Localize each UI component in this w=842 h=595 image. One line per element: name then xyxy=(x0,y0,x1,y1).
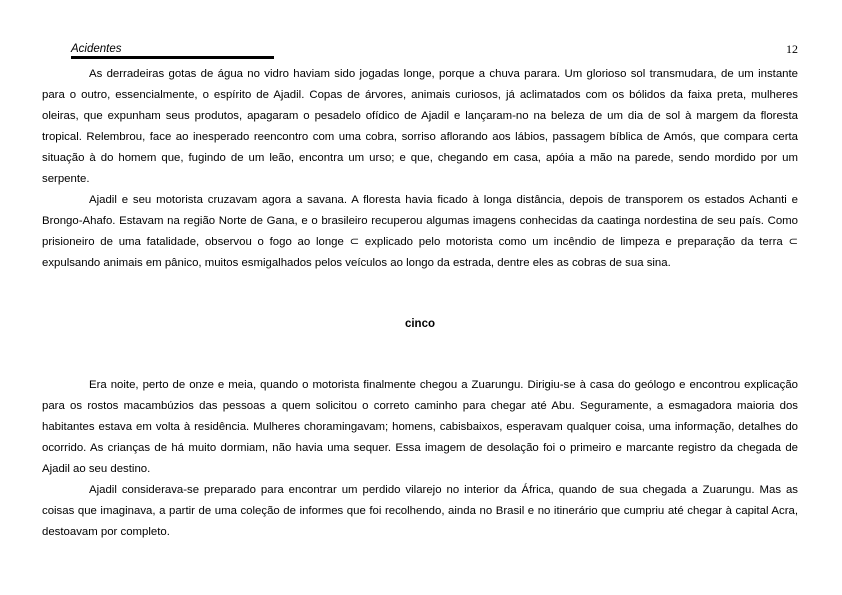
paragraph: Era noite, perto de onze e meia, quando o motorista finalmente chegou a Zuarungu. Dirigiu-se à casa do geólogo e encontrou explicação para os rostos macambúzios das pessoas a quem solicitou o correto caminho para chegar até Abu. Seguramente, a esmagadora maioria dos habitantes estava em volta à residência. Mulheres choramingavam; homens, cabisbaixos, esperavam qualquer coisa, uma informação, detalhes do ocorrido. As crianças de há muito dormiam, não havia uma sequer. Essa imagem de desolação foi o primeiro e marcante registro da chegada de Ajadil ao seu destino. xyxy=(42,379,798,475)
running-header-title: Acidentes xyxy=(71,43,122,55)
paragraph: Ajadil e seu motorista cruzavam agora a savana. A floresta havia ficado à longa distância, depois de transporem os estados Achanti e Brongo-Ahafo. Estavam na região Norte de Gana, e o brasileiro recuperou algumas imagens conhecidas da caatinga nordestina de seu país. Como prisioneiro de uma fatalidade, observou o fogo ao longe ⊂ explicado pelo motorista como um incêndio de limpeza e preparação da terra ⊂ expulsando animais em pânico, muitos esmigalhados pelos veículos ao longo da estrada, dentre eles as cobras de sua sina. xyxy=(42,194,798,269)
page-number: 12 xyxy=(786,42,798,56)
header-rule xyxy=(71,56,274,59)
paragraph: As derradeiras gotas de água no vidro haviam sido jogadas longe, porque a chuva parara. Um glorioso sol transmudara, de um instante para o outro, essencialmente, o espírito de Ajadil. Copas de árvores, animais curiosos, já aclimatados com os bólidos da faixa preta, mulheres oleiras, que expunham seus produtos, apagaram o pesadelo ofídico de Ajadil e lançaram-no na beleza de um dia de sol à margem da floresta tropical. Relembrou, face ao inesperado reencontro com uma cobra, sorriso aflorando aos lábios, passagem bíblica de Amós, que compara certa situação à do homem que, fugindo de um leão, encontra um urso; e que, chegando em casa, apóia a mão na parede, sendo mordido por um serpente. xyxy=(42,68,798,185)
body-text-before-heading xyxy=(42,64,798,274)
section-heading: cinco xyxy=(404,318,436,330)
paragraph: Ajadil considerava-se preparado para encontrar um perdido vilarejo no interior da África, quando de sua chegada a Zuarungu. Mas as coisas que imaginava, a partir de uma coleção de informes que foi recolhendo, ainda no Brasil e no itinerário que cumpriu até chegar à capital Acra, destoavam por completo. xyxy=(42,484,798,538)
body-text-after-heading xyxy=(42,375,798,543)
